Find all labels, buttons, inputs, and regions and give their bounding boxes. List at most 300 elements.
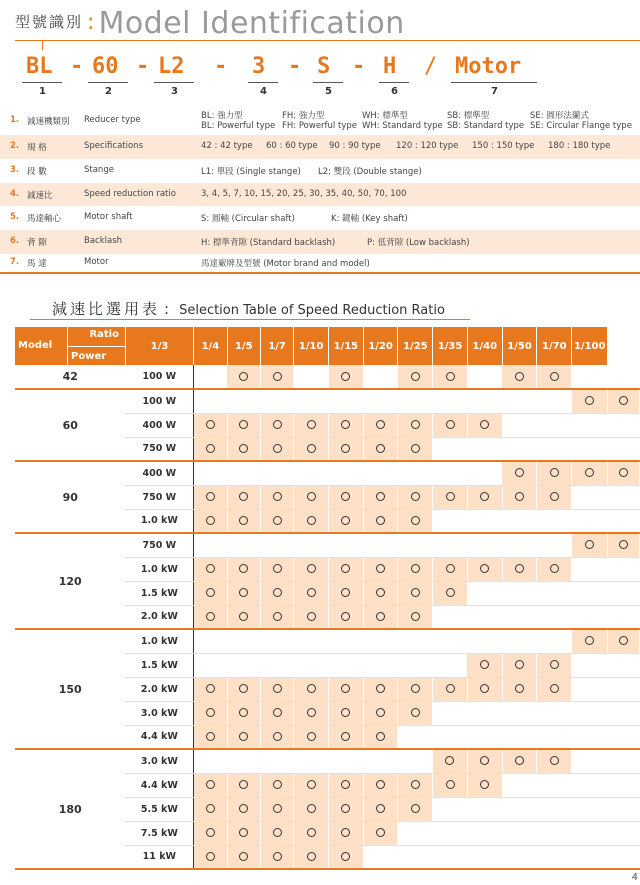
ratio-empty-cell bbox=[502, 533, 537, 557]
code-part-6: H bbox=[383, 54, 397, 79]
available-mark-icon bbox=[307, 444, 316, 453]
ratio-available-cell bbox=[398, 437, 433, 461]
available-mark-icon bbox=[446, 564, 455, 573]
ratio-available-cell bbox=[502, 461, 537, 485]
available-mark-icon bbox=[376, 492, 385, 501]
spec-en: Reducer type bbox=[84, 115, 141, 125]
power-cell: 400 W bbox=[125, 461, 193, 485]
spec-zh: 減速機類別 bbox=[27, 117, 70, 127]
ratio-empty-cell bbox=[572, 677, 608, 701]
ratio-empty-cell bbox=[433, 509, 468, 533]
available-mark-icon bbox=[273, 852, 282, 861]
ratio-empty-cell bbox=[398, 461, 433, 485]
ratio-empty-cell bbox=[398, 821, 433, 845]
ratio-available-cell bbox=[363, 725, 398, 749]
available-mark-icon bbox=[239, 708, 248, 717]
available-mark-icon bbox=[206, 516, 215, 525]
ratio-empty-cell bbox=[260, 629, 293, 653]
available-mark-icon bbox=[341, 444, 350, 453]
ratio-empty-cell bbox=[608, 773, 640, 797]
title-zh: 型號識別 bbox=[15, 13, 84, 31]
spec-value: FH: 強力型 bbox=[282, 111, 325, 121]
ratio-empty-cell bbox=[608, 557, 640, 581]
available-mark-icon bbox=[619, 636, 628, 645]
available-mark-icon bbox=[411, 372, 420, 381]
ratio-available-cell bbox=[398, 413, 433, 437]
available-mark-icon bbox=[480, 660, 489, 669]
spec-value: H: 標準背隙 (Standard backlash) bbox=[201, 238, 336, 248]
page-title bbox=[15, 6, 405, 42]
power-cell: 750 W bbox=[125, 533, 193, 557]
code-number-5: 5 bbox=[325, 86, 332, 97]
ratio-available-cell bbox=[227, 365, 260, 389]
ratio-available-cell bbox=[260, 365, 293, 389]
ratio-empty-cell bbox=[608, 485, 640, 509]
spec-zh: 背 隙 bbox=[27, 238, 47, 248]
power-cell: 3.0 kW bbox=[125, 701, 193, 725]
spec-zh: 馬 達 bbox=[27, 259, 47, 269]
ratio-empty-cell bbox=[227, 533, 260, 557]
ratio-empty-cell bbox=[294, 629, 329, 653]
available-mark-icon bbox=[239, 804, 248, 813]
ratio-available-cell bbox=[227, 557, 260, 581]
ratio-empty-cell bbox=[363, 365, 398, 389]
code-number-3: 3 bbox=[171, 86, 178, 97]
ratio-available-cell bbox=[227, 509, 260, 533]
ratio-empty-cell bbox=[467, 605, 502, 629]
available-mark-icon bbox=[376, 780, 385, 789]
available-mark-icon bbox=[376, 708, 385, 717]
ratio-empty-cell bbox=[608, 581, 640, 605]
available-mark-icon bbox=[307, 732, 316, 741]
ratio-empty-cell bbox=[260, 533, 293, 557]
ratio-empty-cell bbox=[502, 821, 537, 845]
available-mark-icon bbox=[515, 564, 524, 573]
spec-en: Backlash bbox=[84, 236, 123, 246]
ratio-empty-cell bbox=[502, 389, 537, 413]
power-cell: 100 W bbox=[125, 389, 193, 413]
spec-bottom-rule bbox=[0, 272, 640, 274]
ratio-empty-cell bbox=[537, 533, 572, 557]
available-mark-icon bbox=[480, 780, 489, 789]
ratio-empty-cell bbox=[537, 821, 572, 845]
ratio-available-cell bbox=[260, 701, 293, 725]
available-mark-icon bbox=[307, 612, 316, 621]
code-underline-5 bbox=[313, 82, 343, 83]
ratio-available-cell bbox=[502, 677, 537, 701]
ratio-available-cell bbox=[294, 845, 329, 869]
ratio-empty-cell bbox=[329, 629, 364, 653]
ratio-available-cell bbox=[398, 485, 433, 509]
ratio-empty-cell bbox=[363, 629, 398, 653]
ratio-available-cell bbox=[260, 509, 293, 533]
ratio-available-cell bbox=[260, 605, 293, 629]
available-mark-icon bbox=[239, 828, 248, 837]
available-mark-icon bbox=[515, 756, 524, 765]
ratio-available-cell bbox=[194, 701, 227, 725]
spec-zh: 馬達軸心 bbox=[27, 214, 62, 224]
ratio-empty-cell bbox=[502, 605, 537, 629]
spec-value: P: 低背隙 (Low backlash) bbox=[367, 238, 470, 248]
ratio-empty-cell bbox=[572, 773, 608, 797]
power-cell: 1.0 kW bbox=[125, 629, 193, 653]
spec-row bbox=[0, 183, 640, 206]
spec-value: 120 : 120 type bbox=[396, 141, 459, 151]
ratio-empty-cell bbox=[294, 389, 329, 413]
ratio-empty-cell bbox=[194, 389, 227, 413]
available-mark-icon bbox=[273, 804, 282, 813]
ratio-empty-cell bbox=[537, 797, 572, 821]
ratio-empty-cell bbox=[433, 797, 468, 821]
ratio-empty-cell bbox=[537, 413, 572, 437]
ratio-available-cell bbox=[329, 413, 364, 437]
spec-value: K: 鍵軸 (Key shaft) bbox=[331, 214, 408, 224]
available-mark-icon bbox=[411, 804, 420, 813]
available-mark-icon bbox=[206, 852, 215, 861]
ratio-empty-cell bbox=[227, 653, 260, 677]
ratio-available-cell bbox=[467, 485, 502, 509]
available-mark-icon bbox=[515, 660, 524, 669]
available-mark-icon bbox=[411, 516, 420, 525]
spec-row bbox=[0, 230, 640, 254]
available-mark-icon bbox=[341, 420, 350, 429]
ratio-empty-cell bbox=[433, 725, 468, 749]
ratio-empty-cell bbox=[227, 389, 260, 413]
available-mark-icon bbox=[515, 684, 524, 693]
ratio-empty-cell bbox=[363, 749, 398, 773]
ratio-empty-cell bbox=[329, 533, 364, 557]
available-mark-icon bbox=[619, 540, 628, 549]
ratio-empty-cell bbox=[608, 797, 640, 821]
ratio-header: 1/15 bbox=[329, 327, 364, 365]
corner-model-label: Model bbox=[18, 340, 53, 351]
available-mark-icon bbox=[550, 756, 559, 765]
spec-en: Specifications bbox=[84, 141, 144, 151]
spec-value: SE: 圓形法蘭式 bbox=[530, 111, 589, 121]
code-part-7: Motor bbox=[455, 54, 522, 79]
ratio-empty-cell bbox=[572, 437, 608, 461]
available-mark-icon bbox=[341, 852, 350, 861]
available-mark-icon bbox=[550, 684, 559, 693]
ratio-empty-cell bbox=[398, 725, 433, 749]
available-mark-icon bbox=[273, 708, 282, 717]
available-mark-icon bbox=[239, 684, 248, 693]
ratio-empty-cell bbox=[294, 653, 329, 677]
ratio-empty-cell bbox=[608, 749, 640, 773]
available-mark-icon bbox=[307, 420, 316, 429]
ratio-empty-cell bbox=[398, 845, 433, 869]
ratio-available-cell bbox=[433, 581, 468, 605]
code-underline-3 bbox=[154, 82, 194, 83]
code-part-2: 60 bbox=[92, 54, 119, 79]
ratio-empty-cell bbox=[433, 629, 468, 653]
power-cell: 750 W bbox=[125, 485, 193, 509]
available-mark-icon bbox=[341, 516, 350, 525]
ratio-empty-cell bbox=[572, 797, 608, 821]
power-cell: 4.4 kW bbox=[125, 725, 193, 749]
available-mark-icon bbox=[446, 492, 455, 501]
ratio-empty-cell bbox=[502, 437, 537, 461]
ratio-available-cell bbox=[363, 581, 398, 605]
ratio-header: 1/10 bbox=[294, 327, 329, 365]
spec-value: WH: 標準型 bbox=[362, 111, 408, 121]
ratio-empty-cell bbox=[398, 749, 433, 773]
ratio-available-cell bbox=[329, 485, 364, 509]
page-number: 4 bbox=[631, 872, 638, 883]
ratio-available-cell bbox=[294, 485, 329, 509]
ratio-available-cell bbox=[502, 557, 537, 581]
ratio-empty-cell bbox=[363, 845, 398, 869]
code-separator: - bbox=[352, 54, 366, 79]
ratio-empty-cell bbox=[294, 461, 329, 485]
spec-en: Motor shaft bbox=[84, 212, 133, 222]
available-mark-icon bbox=[446, 372, 455, 381]
table-row bbox=[15, 461, 640, 485]
ratio-empty-cell bbox=[572, 749, 608, 773]
selection-table bbox=[15, 327, 640, 870]
ratio-empty-cell bbox=[467, 629, 502, 653]
ratio-available-cell bbox=[329, 797, 364, 821]
selection-header-row bbox=[15, 327, 640, 365]
available-mark-icon bbox=[411, 444, 420, 453]
available-mark-icon bbox=[411, 492, 420, 501]
ratio-available-cell bbox=[433, 365, 468, 389]
ratio-available-cell bbox=[260, 581, 293, 605]
selection-title-underline bbox=[30, 319, 470, 320]
ratio-header: 1/20 bbox=[363, 327, 398, 365]
code-part-4: 3 bbox=[252, 54, 266, 79]
code-separator: - bbox=[70, 54, 84, 79]
available-mark-icon bbox=[273, 564, 282, 573]
ratio-available-cell bbox=[294, 509, 329, 533]
available-mark-icon bbox=[239, 492, 248, 501]
available-mark-icon bbox=[619, 468, 628, 477]
spec-no: 2. bbox=[10, 141, 20, 151]
spec-en: Speed reduction ratio bbox=[84, 189, 176, 199]
corner-divider-h bbox=[67, 346, 125, 347]
ratio-empty-cell bbox=[572, 485, 608, 509]
title-colon: : bbox=[87, 10, 95, 35]
power-cell: 3.0 kW bbox=[125, 749, 193, 773]
ratio-empty-cell bbox=[433, 437, 468, 461]
available-mark-icon bbox=[341, 612, 350, 621]
available-mark-icon bbox=[411, 612, 420, 621]
ratio-empty-cell bbox=[467, 461, 502, 485]
spec-value: 42 : 42 type bbox=[201, 141, 253, 151]
ratio-empty-cell bbox=[502, 773, 537, 797]
available-mark-icon bbox=[411, 564, 420, 573]
spec-row bbox=[0, 206, 640, 230]
power-cell: 1.5 kW bbox=[125, 581, 193, 605]
ratio-empty-cell bbox=[467, 725, 502, 749]
ratio-available-cell bbox=[227, 581, 260, 605]
available-mark-icon bbox=[411, 420, 420, 429]
available-mark-icon bbox=[341, 780, 350, 789]
ratio-empty-cell bbox=[433, 701, 468, 725]
ratio-available-cell bbox=[194, 821, 227, 845]
ratio-available-cell bbox=[363, 485, 398, 509]
ratio-empty-cell bbox=[537, 605, 572, 629]
ratio-empty-cell bbox=[537, 437, 572, 461]
available-mark-icon bbox=[307, 780, 316, 789]
model-cell: 42 bbox=[15, 365, 125, 389]
ratio-available-cell bbox=[467, 773, 502, 797]
spec-value: 60 : 60 type bbox=[266, 141, 318, 151]
model-cell: 120 bbox=[15, 533, 125, 629]
spec-value: BL: Powerful type bbox=[201, 121, 276, 131]
ratio-empty-cell bbox=[467, 845, 502, 869]
available-mark-icon bbox=[307, 684, 316, 693]
spec-en: Motor bbox=[84, 257, 109, 267]
ratio-empty-cell bbox=[329, 749, 364, 773]
ratio-available-cell bbox=[363, 797, 398, 821]
ratio-empty-cell bbox=[433, 533, 468, 557]
available-mark-icon bbox=[206, 564, 215, 573]
ratio-available-cell bbox=[329, 581, 364, 605]
available-mark-icon bbox=[550, 372, 559, 381]
ratio-empty-cell bbox=[398, 533, 433, 557]
ratio-empty-cell bbox=[194, 461, 227, 485]
ratio-available-cell bbox=[467, 557, 502, 581]
available-mark-icon bbox=[480, 492, 489, 501]
available-mark-icon bbox=[273, 612, 282, 621]
ratio-empty-cell bbox=[537, 389, 572, 413]
ratio-empty-cell bbox=[572, 725, 608, 749]
available-mark-icon bbox=[341, 708, 350, 717]
ratio-available-cell bbox=[194, 677, 227, 701]
available-mark-icon bbox=[206, 684, 215, 693]
available-mark-icon bbox=[239, 780, 248, 789]
available-mark-icon bbox=[307, 828, 316, 837]
ratio-available-cell bbox=[608, 389, 640, 413]
code-number-6: 6 bbox=[391, 86, 398, 97]
code-underline-2 bbox=[88, 82, 128, 83]
ratio-available-cell bbox=[194, 773, 227, 797]
ratio-empty-cell bbox=[227, 629, 260, 653]
table-row bbox=[15, 629, 640, 653]
ratio-available-cell bbox=[329, 821, 364, 845]
ratio-available-cell bbox=[227, 437, 260, 461]
code-separator: - bbox=[214, 54, 228, 79]
ratio-empty-cell bbox=[608, 437, 640, 461]
spec-row bbox=[0, 108, 640, 134]
ratio-empty-cell bbox=[608, 677, 640, 701]
ratio-header: 1/40 bbox=[467, 327, 502, 365]
power-cell: 4.4 kW bbox=[125, 773, 193, 797]
ratio-empty-cell bbox=[363, 461, 398, 485]
ratio-available-cell bbox=[194, 797, 227, 821]
ratio-available-cell bbox=[502, 485, 537, 509]
ratio-empty-cell bbox=[194, 749, 227, 773]
available-mark-icon bbox=[273, 828, 282, 837]
code-separator: / bbox=[424, 54, 438, 79]
ratio-empty-cell bbox=[608, 821, 640, 845]
ratio-available-cell bbox=[294, 725, 329, 749]
ratio-available-cell bbox=[433, 485, 468, 509]
ratio-header: 1/4 bbox=[194, 327, 227, 365]
ratio-empty-cell bbox=[572, 821, 608, 845]
ratio-available-cell bbox=[467, 413, 502, 437]
title-underline bbox=[15, 40, 640, 41]
ratio-available-cell bbox=[502, 653, 537, 677]
ratio-empty-cell bbox=[572, 581, 608, 605]
available-mark-icon bbox=[307, 492, 316, 501]
ratio-available-cell bbox=[537, 461, 572, 485]
available-mark-icon bbox=[446, 780, 455, 789]
code-separator: - bbox=[288, 54, 302, 79]
ratio-available-cell bbox=[537, 557, 572, 581]
ratio-empty-cell bbox=[572, 605, 608, 629]
available-mark-icon bbox=[206, 492, 215, 501]
power-cell: 2.0 kW bbox=[125, 605, 193, 629]
available-mark-icon bbox=[273, 492, 282, 501]
available-mark-icon bbox=[341, 732, 350, 741]
code-number-1: 1 bbox=[39, 86, 46, 97]
ratio-empty-cell bbox=[467, 533, 502, 557]
ratio-empty-cell bbox=[398, 653, 433, 677]
available-mark-icon bbox=[376, 612, 385, 621]
available-mark-icon bbox=[515, 468, 524, 477]
spec-no: 3. bbox=[10, 165, 20, 175]
ratio-available-cell bbox=[502, 749, 537, 773]
ratio-empty-cell bbox=[608, 845, 640, 869]
ratio-header: 1/3 bbox=[125, 327, 193, 365]
available-mark-icon bbox=[376, 588, 385, 597]
power-cell: 750 W bbox=[125, 437, 193, 461]
power-cell: 1.0 kW bbox=[125, 509, 193, 533]
ratio-available-cell bbox=[260, 413, 293, 437]
available-mark-icon bbox=[239, 444, 248, 453]
available-mark-icon bbox=[515, 372, 524, 381]
ratio-empty-cell bbox=[537, 629, 572, 653]
ratio-empty-cell bbox=[467, 365, 502, 389]
available-mark-icon bbox=[273, 444, 282, 453]
ratio-available-cell bbox=[537, 677, 572, 701]
available-mark-icon bbox=[273, 516, 282, 525]
available-mark-icon bbox=[273, 420, 282, 429]
available-mark-icon bbox=[341, 372, 350, 381]
ratio-empty-cell bbox=[294, 749, 329, 773]
available-mark-icon bbox=[376, 420, 385, 429]
power-cell: 2.0 kW bbox=[125, 677, 193, 701]
ratio-available-cell bbox=[294, 773, 329, 797]
available-mark-icon bbox=[376, 564, 385, 573]
available-mark-icon bbox=[376, 732, 385, 741]
available-mark-icon bbox=[515, 492, 524, 501]
spec-value: SB: Standard type bbox=[447, 121, 525, 131]
ratio-available-cell bbox=[294, 413, 329, 437]
spec-value: 150 : 150 type bbox=[472, 141, 535, 151]
ratio-available-cell bbox=[194, 581, 227, 605]
ratio-available-cell bbox=[398, 605, 433, 629]
model-cell: 150 bbox=[15, 629, 125, 749]
available-mark-icon bbox=[446, 420, 455, 429]
available-mark-icon bbox=[411, 780, 420, 789]
available-mark-icon bbox=[445, 756, 454, 765]
available-mark-icon bbox=[206, 420, 215, 429]
ratio-available-cell bbox=[194, 845, 227, 869]
ratio-available-cell bbox=[260, 677, 293, 701]
ratio-empty-cell bbox=[433, 653, 468, 677]
ratio-empty-cell bbox=[537, 845, 572, 869]
ratio-available-cell bbox=[363, 773, 398, 797]
available-mark-icon bbox=[206, 828, 215, 837]
ratio-available-cell bbox=[363, 677, 398, 701]
ratio-available-cell bbox=[227, 485, 260, 509]
ratio-available-cell bbox=[194, 485, 227, 509]
ratio-available-cell bbox=[572, 461, 608, 485]
spec-value: 180 : 180 type bbox=[548, 141, 611, 151]
